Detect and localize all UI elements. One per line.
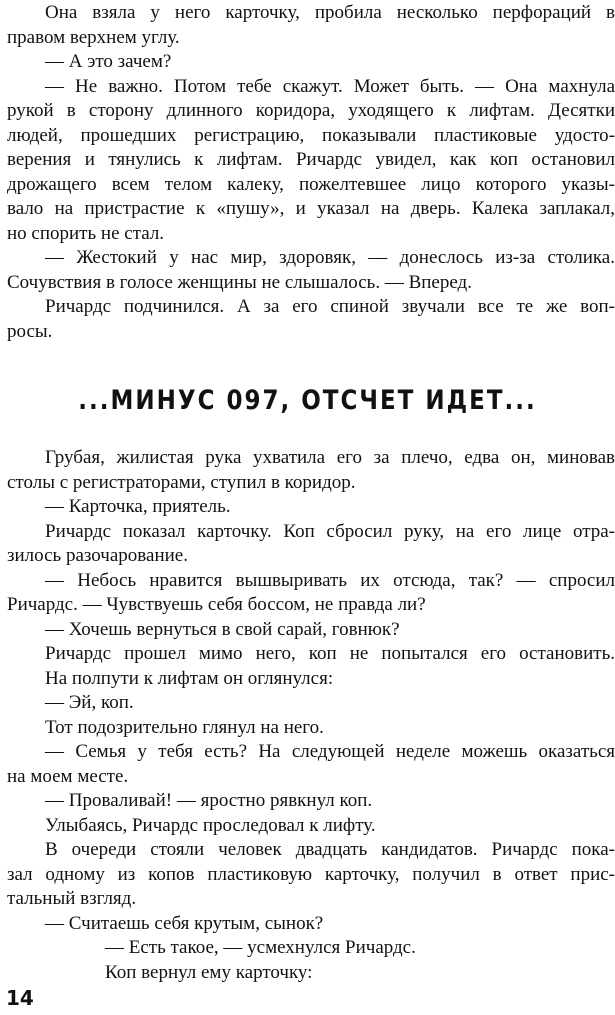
text-line: тальный взгляд.: [7, 888, 137, 909]
text-line: но спорить не стал.: [7, 222, 165, 244]
text-line: людей, прошедших регистрацию, показывали пластиковые удосто-: [7, 124, 615, 146]
text-line: Ричардс показал карточку. Коп сбросил руку, на его лице отра-: [45, 520, 615, 542]
section-heading: ...МИНУС 097, ОТСЧЕТ ИДЕТ...: [78, 386, 537, 416]
text-line: — Жестокий у нас мир, здоровяк, — донеслось из-за столика.: [45, 247, 615, 268]
text-line: верения и тянулись к лифтам. Ричардс увидел, как коп остановил: [7, 149, 615, 170]
text-line: Ричардс. — Чувствуешь себя боссом, не правда ли?: [7, 594, 426, 615]
text-line: Тот подозрительно глянул на него.: [45, 716, 324, 738]
text-line: В очереди стояли человек двадцать кандидатов. Ричардс пока-: [45, 839, 615, 860]
text-line: Сочувствия в голосе женщины не слышалось. — Вперед.: [7, 271, 472, 293]
text-line: зилось разочарование.: [7, 545, 188, 566]
text-block-bottom: [7, 446, 615, 985]
page-number: 14: [6, 986, 34, 1010]
text-line: столы с регистраторами, ступил в коридор.: [7, 471, 356, 493]
text-line: Коп вернул ему карточку:: [105, 961, 313, 983]
text-line: — Хочешь вернуться в свой сарай, говнюк?: [45, 618, 400, 640]
text-line: росы.: [7, 320, 53, 342]
text-line: вало на пристрастие к «пушу», и указал на дверь. Калека заплакал,: [7, 198, 615, 219]
text-line: Ричардс прошел мимо него, коп не попытался его остановить.: [45, 643, 615, 664]
text-line: правом верхнем углу.: [7, 26, 180, 48]
text-line: — А это зачем?: [45, 51, 172, 72]
text-line: Ричардс подчинился. А за его спиной звучали все те же воп-: [45, 296, 615, 317]
text-line: рукой в сторону длинного коридора, уходящего к лифтам. Десятки: [7, 100, 615, 121]
text-line: — Не важно. Потом тебе скажут. Может быть. — Она махнула: [45, 75, 615, 97]
text-line: — Семья у тебя есть? На следующей неделе можешь оказаться: [45, 741, 615, 762]
text-line: на моем месте.: [7, 765, 129, 787]
text-line: — Небось нравится вышвыривать их отсюда, так? — спросил: [45, 569, 615, 591]
text-line: дрожащего всем телом калеку, пожелтевшее лицо которого указы-: [7, 173, 615, 195]
text-block-top: [7, 1, 615, 344]
text-line: Улыбаясь, Ричардс проследовал к лифту.: [45, 814, 376, 836]
text-line: — Карточка, приятель.: [45, 496, 231, 517]
text-line: — Считаешь себя крутым, сынок?: [45, 912, 324, 934]
text-line: — Эй, коп.: [45, 692, 134, 713]
text-line: зал одному из копов пластиковую карточку, получил в ответ прис-: [7, 863, 615, 885]
text-line: На полпути к лифтам он оглянулся:: [45, 667, 334, 689]
text-line: — Есть такое, — усмехнулся Ричардс.: [105, 937, 416, 958]
text-line: — Проваливай! — яростно рявкнул коп.: [45, 790, 373, 811]
text-line: Грубая, жилистая рука ухватила его за плечо, едва он, миновав: [45, 447, 615, 468]
text-line: Она взяла у него карточку, пробила несколько перфораций в: [45, 2, 615, 23]
